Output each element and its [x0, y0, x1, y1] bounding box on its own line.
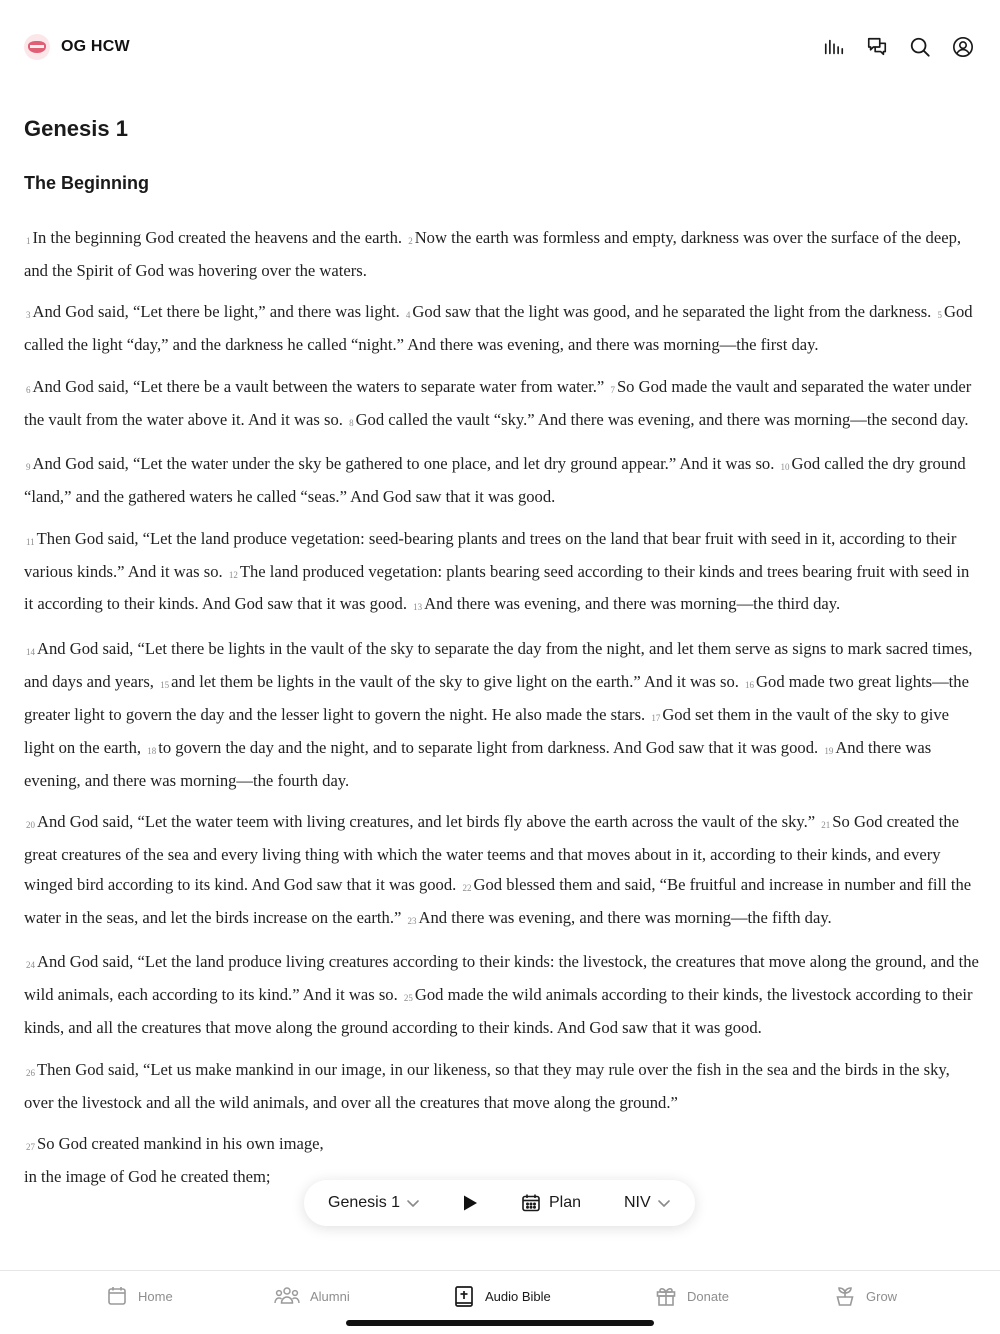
- chapter-selector[interactable]: [328, 1180, 420, 1226]
- verse-text[interactable]: and let them be lights in the vault of the sky to give light on the earth.” And it was so.: [171, 671, 739, 691]
- scripture-paragraph: [24, 634, 979, 796]
- tab-donate[interactable]: [655, 1285, 729, 1307]
- verse-text[interactable]: So God created mankind in his own image,: [37, 1134, 324, 1153]
- scripture-text: [24, 223, 979, 1192]
- verse-number[interactable]: 8: [349, 417, 354, 428]
- verse-text[interactable]: And God said, “Let the water under the sky be gathered to one place, and let dry ground appear.” And it was so.: [32, 454, 775, 474]
- verse-number[interactable]: 10: [780, 462, 790, 473]
- section-heading: The Beginning: [24, 173, 149, 193]
- verse-number[interactable]: 12: [228, 569, 238, 580]
- verse-number[interactable]: 3: [26, 310, 31, 321]
- verse-number[interactable]: 22: [462, 882, 472, 893]
- scripture-paragraph: [24, 947, 979, 1043]
- verse-text[interactable]: Then God said, “Let the land produce vegetation: seed-bearing plants and trees on the land that bear fruit with seed in it, according to their various kinds.” And it was so.: [24, 528, 957, 581]
- tab-home[interactable]: [106, 1285, 173, 1307]
- tab-alumni-label: Alumni: [310, 1288, 350, 1304]
- verse-number[interactable]: 4: [405, 310, 411, 321]
- chat-bubbles-icon[interactable]: [866, 36, 888, 58]
- verse-text[interactable]: And there was evening, and there was morning—the third day.: [424, 594, 841, 614]
- gift-icon: [655, 1285, 677, 1307]
- scripture-paragraph: [24, 449, 979, 512]
- calendar-icon: [106, 1285, 128, 1307]
- verse-text[interactable]: And there was evening, and there was morning—the fifth day.: [418, 907, 832, 927]
- verse-number[interactable]: 14: [26, 646, 35, 657]
- audio-player-bar: [304, 1180, 695, 1226]
- verse-number[interactable]: 26: [26, 1067, 35, 1078]
- verse-number[interactable]: 27: [26, 1142, 35, 1152]
- verse-text[interactable]: God saw that the light was good, and he separated the light from the darkness.: [412, 302, 932, 322]
- verse-text[interactable]: God set them in the vault of the sky to give light on the earth,: [24, 704, 949, 757]
- verse-number[interactable]: 21: [821, 820, 831, 831]
- verse-text[interactable]: So God made the vault and separated the water under the vault from the water above it. And it was so.: [24, 376, 972, 429]
- chevron-down-icon: [657, 1196, 671, 1210]
- plant-icon: [834, 1285, 856, 1307]
- verse-number[interactable]: 17: [651, 712, 661, 723]
- app-header: [0, 0, 1000, 95]
- verse-text[interactable]: God called the light “day,” and the darkness he called “night.” And there was evening, and there was morning—the first day.: [24, 302, 973, 355]
- verse-text[interactable]: And God said, “Let there be lights in the vault of the sky to separate the day from the night, and let them serve as signs to mark sacred times, and days and years,: [24, 638, 973, 691]
- verse-text[interactable]: And God said, “Let the water teem with living creatures, and let birds fly above the earth across the vault of the sky.”: [37, 812, 816, 832]
- verse-text[interactable]: And God said, “Let there be light,” and there was light.: [32, 302, 400, 322]
- version-selector[interactable]: [624, 1180, 671, 1226]
- verse-text[interactable]: The land produced vegetation: plants bearing seed according to their kinds and trees bearing fruit with seed in it according to their kinds. And God saw that it was good.: [24, 561, 970, 614]
- header-actions: [823, 36, 974, 58]
- home-indicator: [346, 1320, 654, 1326]
- verse-number[interactable]: 13: [413, 602, 423, 613]
- tab-alumni[interactable]: [274, 1285, 350, 1307]
- people-icon: [274, 1285, 300, 1307]
- verse-text[interactable]: in the image of God he created them;: [24, 1166, 271, 1186]
- play-button[interactable]: [461, 1180, 479, 1226]
- tab-donate-label: Donate: [687, 1288, 729, 1304]
- verse-number[interactable]: 6: [26, 384, 31, 395]
- verse-number[interactable]: 11: [26, 536, 35, 547]
- tab-audio-bible[interactable]: [453, 1285, 551, 1307]
- tab-grow-label: Grow: [866, 1288, 898, 1304]
- verse-text[interactable]: And there was evening, and there was morning—the fourth day.: [24, 737, 932, 790]
- verse-text[interactable]: God made two great lights—the greater light to govern the day and the lesser light to govern the night. He also made the stars.: [24, 671, 969, 724]
- chapter-selector-label: Genesis 1: [328, 1194, 401, 1211]
- scripture-paragraph: [24, 807, 979, 936]
- verse-number[interactable]: 23: [407, 915, 417, 926]
- play-icon: [461, 1194, 479, 1212]
- brand[interactable]: [24, 34, 130, 60]
- verse-text[interactable]: Then God said, “Let us make mankind in our image, in our likeness, so that they may rule over the fish in the sea and the birds in the sky, over the livestock and all the wild animals, and over all the creatures that move along the ground.”: [24, 1059, 950, 1112]
- scripture-paragraph: [24, 297, 979, 360]
- verse-number[interactable]: 25: [403, 993, 413, 1004]
- verse-text[interactable]: And God said, “Let there be a vault between the waters to separate water from water.”: [32, 376, 605, 396]
- verse-number[interactable]: 2: [408, 236, 413, 246]
- verse-number[interactable]: 20: [26, 820, 35, 831]
- brand-logo: [24, 34, 50, 60]
- verse-text[interactable]: God called the vault “sky.” And there was evening, and there was morning—the second day.: [355, 409, 969, 429]
- chevron-down-icon: [406, 1196, 420, 1210]
- scripture-paragraph: [24, 524, 979, 623]
- poetry-line: [24, 1129, 979, 1162]
- scripture-paragraph: [24, 372, 979, 438]
- verse-text[interactable]: God blessed them and said, “Be fruitful and increase in number and fill the water in the seas, and let the birds increase on the earth.”: [24, 874, 972, 927]
- tab-grow[interactable]: [834, 1285, 897, 1307]
- reader-content: [24, 110, 979, 1192]
- scripture-paragraph: [24, 223, 979, 286]
- tab-audio-bible-label: Audio Bible: [485, 1288, 551, 1304]
- verse-number[interactable]: 19: [824, 745, 834, 756]
- verse-number[interactable]: 5: [937, 310, 942, 321]
- audio-bars-icon[interactable]: [823, 36, 845, 58]
- verse-text[interactable]: to govern the day and the night, and to separate light from darkness. And God saw that it was good.: [158, 737, 819, 757]
- verse-text[interactable]: In the beginning God created the heavens and the earth.: [32, 228, 403, 247]
- verse-number[interactable]: 16: [745, 679, 755, 690]
- verse-number[interactable]: 15: [160, 679, 170, 690]
- scripture-paragraph: [24, 1055, 979, 1118]
- verse-number[interactable]: 18: [147, 745, 157, 756]
- brand-name: OG HCW: [61, 38, 130, 55]
- calendar-icon: [521, 1193, 541, 1213]
- verse-number[interactable]: 7: [610, 384, 615, 395]
- version-label: NIV: [624, 1194, 651, 1211]
- plan-label: Plan: [549, 1194, 582, 1211]
- account-icon[interactable]: [952, 36, 974, 58]
- verse-text[interactable]: God called the dry ground “land,” and the gathered waters he called “seas.” And God saw that it was good.: [24, 454, 966, 507]
- verse-text[interactable]: God made the wild animals according to their kinds, the livestock according to their kinds, and all the creatures that move along the ground according to their kinds. And God saw that it was good.: [24, 985, 973, 1038]
- tab-home-label: Home: [138, 1288, 173, 1304]
- verse-number[interactable]: 1: [26, 236, 31, 246]
- search-icon[interactable]: [909, 36, 931, 58]
- verse-text[interactable]: Now the earth was formless and empty, darkness was over the surface of the deep, and the Spirit of God was hovering over the waters.: [24, 228, 962, 280]
- chapter-title: Genesis 1: [24, 116, 128, 141]
- verse-text[interactable]: And God said, “Let the land produce living creatures according to their kinds: the livestock, the creatures that move along the ground, and the wild animals, each according to its kind.” And it was so.: [24, 952, 979, 1005]
- verse-text[interactable]: So God created the great creatures of the sea and every living thing with which the water teems and that moves about in it, according to their kinds, and every winged bird according to its kind. And God saw that it was good.: [24, 812, 959, 894]
- verse-number[interactable]: 24: [26, 960, 35, 971]
- plan-button[interactable]: [521, 1180, 581, 1226]
- verse-number[interactable]: 9: [26, 462, 31, 473]
- bible-icon: [453, 1285, 475, 1307]
